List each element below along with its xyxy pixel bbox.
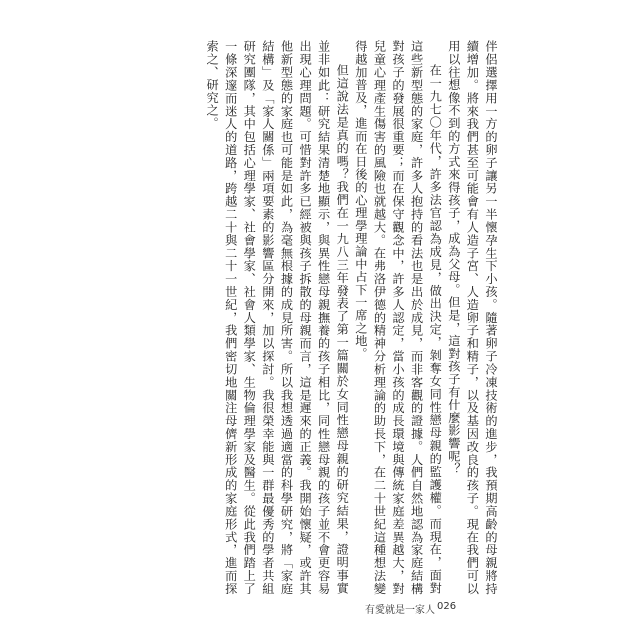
page-number: 026 bbox=[437, 601, 457, 612]
paragraph: 在一九七〇年代，許多法官認為成見，做出決定，剝奪女同性戀母親的監護權。而現在，面對這些新型態的家庭，許多人抱持的看法也是出於成見，而非客觀的證據。人們自然地認為家庭結構對孩子的發展很重要；而在保守觀念中，許多人認定，當小孩的成長環境與傳統家庭差異越大，對兒童心理產生傷害的風險也就越大。在弗洛伊德的精神分析理論的助長下，在二十世紀這種想法變得越加普及，進而在日後的心理學理論中占下一席之地。 bbox=[353, 40, 443, 595]
paragraph: 伴侶選擇用一方的卵子讓另一半懷孕生下小孩。隨著卵子冷凍技術的進步，我預期高齡的母親將持續增加。將來我們甚至可能會有人造子宮、人造卵子和精子，以及基因改良的孩子。現在我們可以用以往想像不到的方式來得孩子，成為父母。但是，這對孩子有什麼影響呢？ bbox=[446, 40, 498, 595]
paragraph: 但這說法是真的嗎？我們在一九八三年發表了第一篇關於女同性戀母親的研究結果，證明事實並非如此：研究結果清楚地顯示，與異性戀母親撫養的孩子相比，同性戀母親的孩子並不會更容易出現心理問題。可惜對許多已經被與孩子拆散的母親而言，這是遲來的正義。我開始懷疑，或許其他新型態的家庭也可能是如此，為毫無根據的成見所害。所以我想透過適當的科學研究，將「家庭結構」及「家人關係」兩項要素的影響區分開來，加以探討。我很榮幸能與一群最優秀的學者共組研究團隊，其中包括心理學家、社會學家、社會人類學家、生物倫理學家及醫生。從此我們踏上了一條深邃而迷人的道路，跨越二十與二十一世紀，我們密切地關注母儕新形成的家庭形式，進而探索之、研究之。 bbox=[205, 40, 350, 595]
page-footer bbox=[0, 601, 640, 615]
body-text bbox=[150, 40, 500, 595]
book-title: 有愛就是一家人 bbox=[365, 605, 435, 616]
